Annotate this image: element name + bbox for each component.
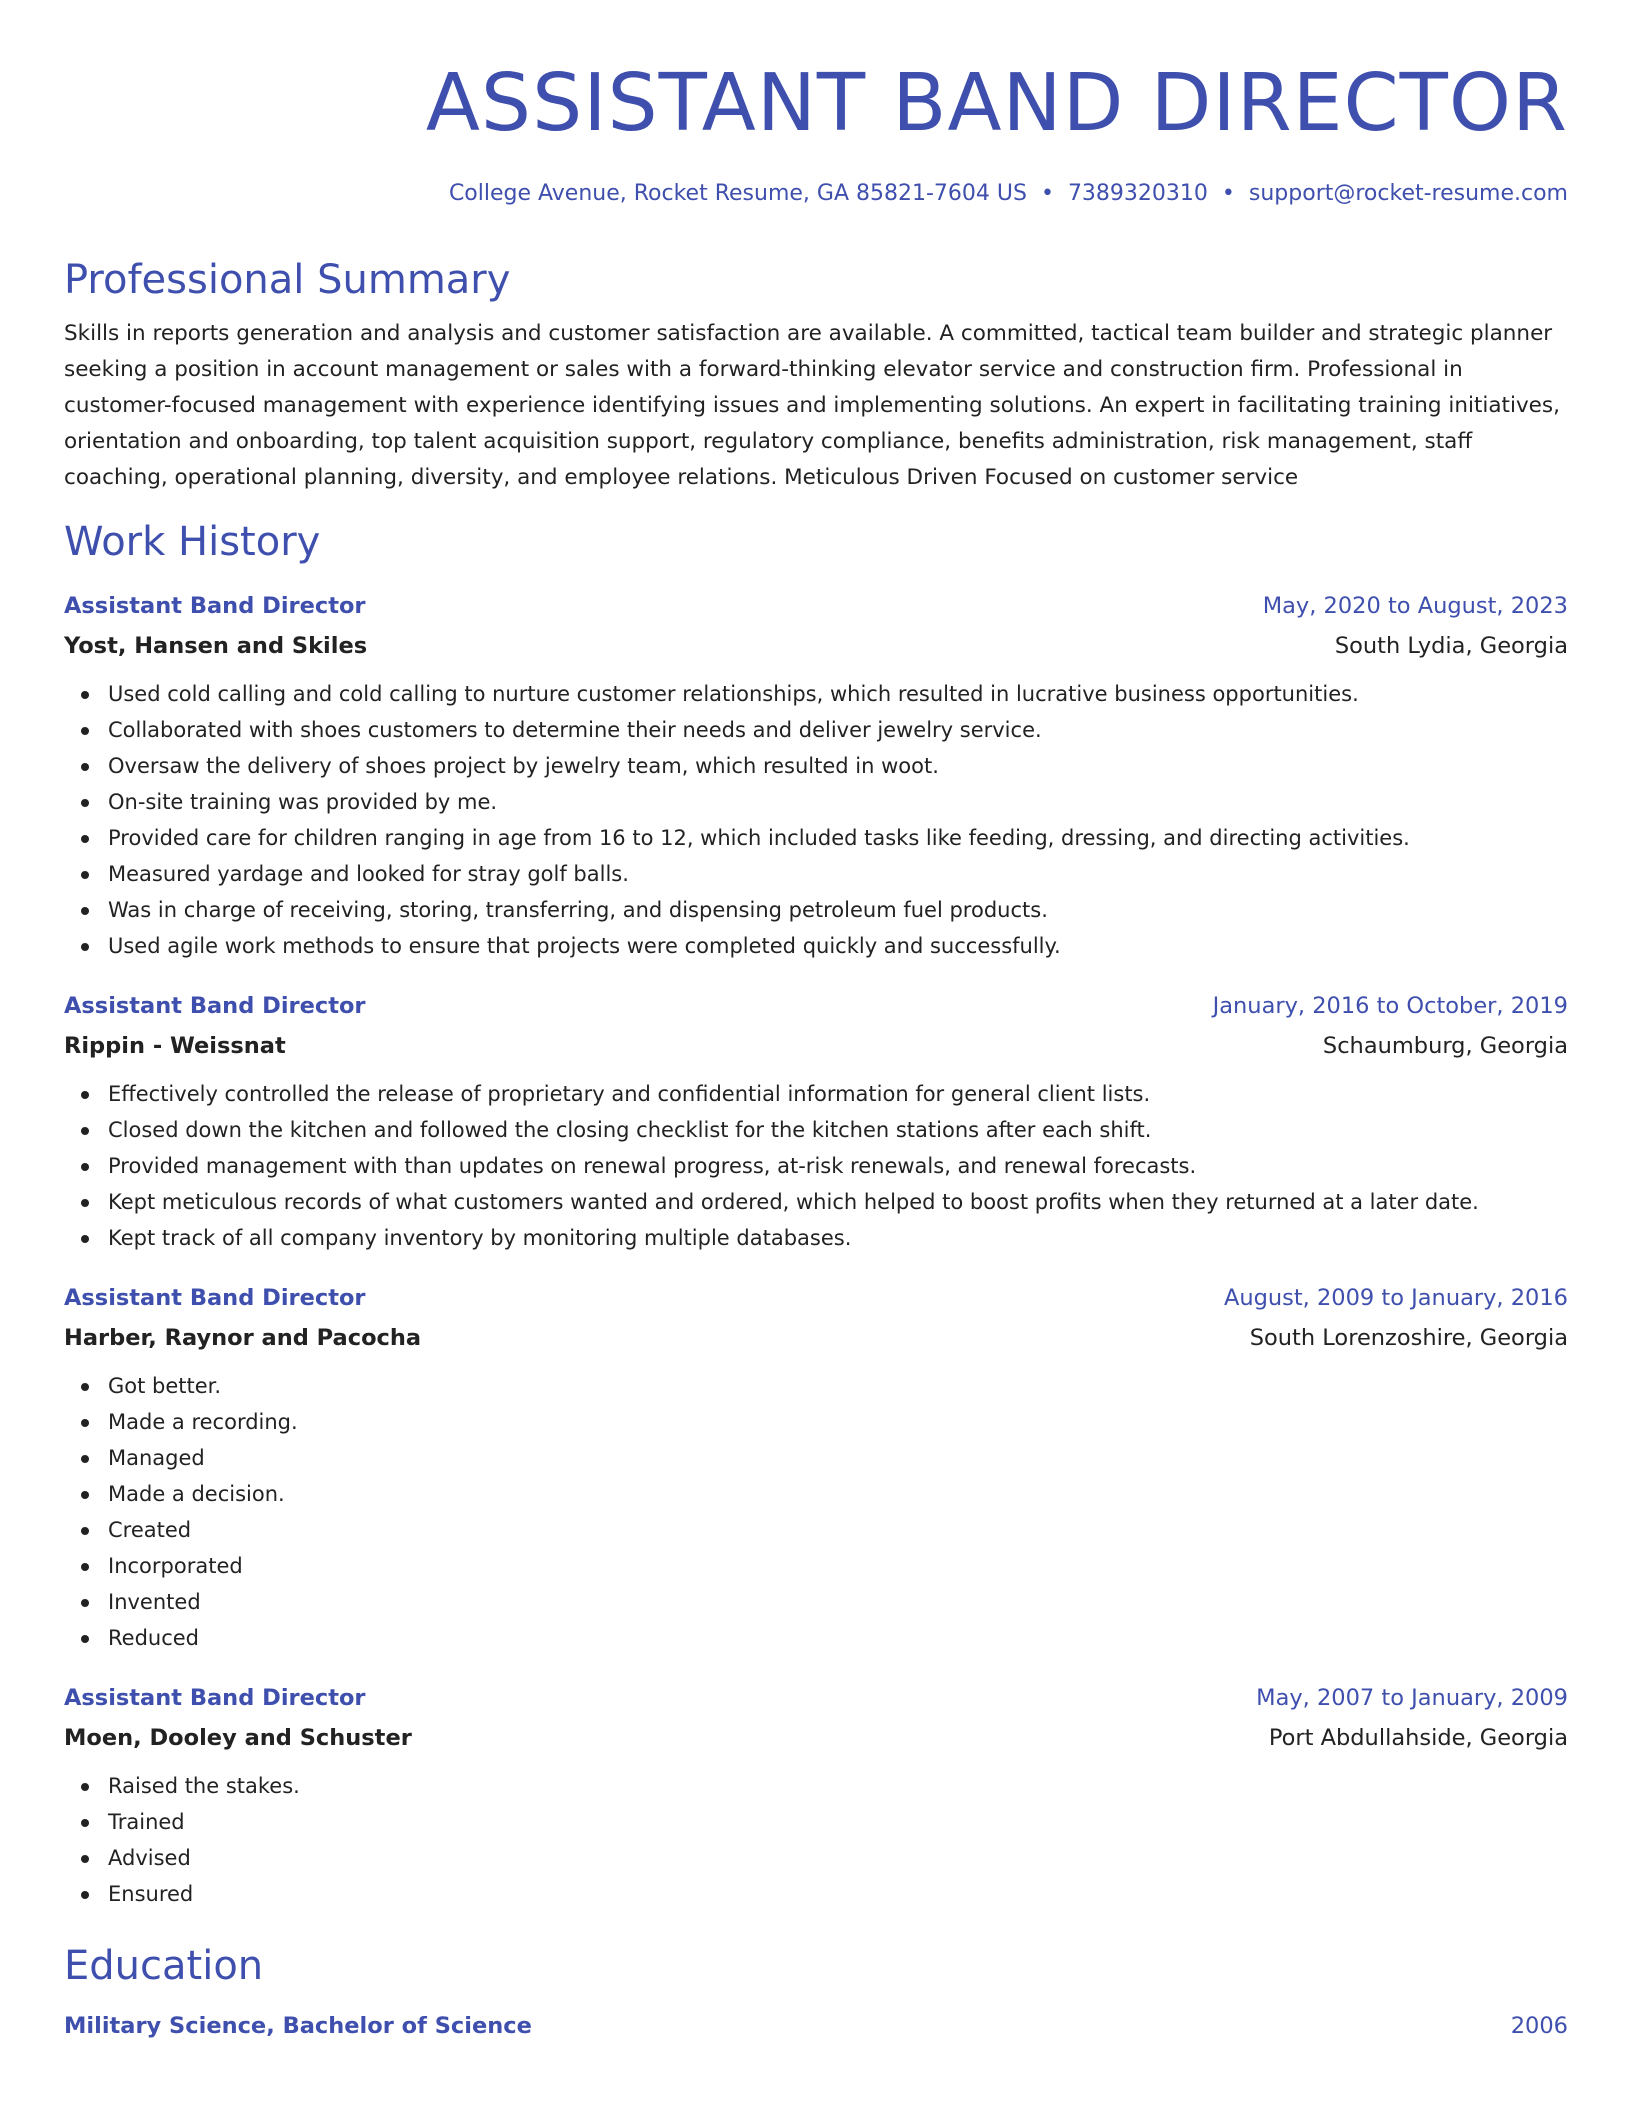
job-bullet: Effectively controlled the release of proprietary and confidential information for general client lists. — [64, 1076, 1568, 1112]
candidate-name: ASSISTANT BAND DIRECTOR — [425, 57, 1568, 149]
job-bullet-list — [64, 1368, 1568, 1656]
work-history-heading: Work History — [64, 519, 321, 565]
job-bullet: Closed down the kitchen and followed the closing checklist for the kitchen stations after each shift. — [64, 1112, 1568, 1148]
job-bullet: Kept meticulous records of what customers wanted and ordered, which helped to boost profits when they returned at a later date. — [64, 1184, 1568, 1220]
job-list — [64, 586, 1568, 1912]
job-bullet: On-site training was provided by me. — [64, 784, 1568, 820]
education-entry — [64, 2006, 1568, 2046]
job-bullet: Collaborated with shoes customers to determine their needs and deliver jewelry service. — [64, 712, 1568, 748]
summary-heading: Professional Summary — [64, 257, 511, 303]
job-company-row — [64, 626, 1568, 666]
contact-separator: • — [1040, 181, 1054, 206]
job-entry — [64, 986, 1568, 1256]
job-bullet: Reduced — [64, 1620, 1568, 1656]
job-bullet: Kept track of all company inventory by monitoring multiple databases. — [64, 1220, 1568, 1256]
job-bullet: Was in charge of receiving, storing, transferring, and dispensing petroleum fuel products. — [64, 892, 1568, 928]
job-entry — [64, 1278, 1568, 1656]
resume-header — [64, 0, 1568, 214]
job-entry — [64, 586, 1568, 964]
job-dates: January, 2016 to October, 2019 — [1212, 993, 1568, 1019]
job-bullet: Used agile work methods to ensure that projects were completed quickly and successfully. — [64, 928, 1568, 964]
summary-text: Skills in reports generation and analysis and customer satisfaction are available. A committed, tactical team builder and strategic planner seeking a position in account management or sales with a forward-thinking elevator service and construction firm. Professional in customer-focused management with experience identifying issues and implementing solutions. An expert in facilitating training initiatives, orientation and onboarding, top talent acquisition support, regulatory compliance, benefits administration, risk management, staff coaching, operational planning, diversity, and employee relations. Meticulous Driven Focused on customer service — [64, 321, 1560, 490]
job-company-row — [64, 1318, 1568, 1358]
job-bullet: Got better. — [64, 1368, 1568, 1404]
contact-email[interactable]: support@rocket-resume.com — [1248, 181, 1568, 206]
job-bullet-list — [64, 676, 1568, 964]
job-location: Schaumburg, Georgia — [1322, 1033, 1568, 1059]
job-title-row — [64, 1678, 1568, 1718]
job-title-row — [64, 586, 1568, 626]
job-bullet: Invented — [64, 1584, 1568, 1620]
job-bullet: Made a recording. — [64, 1404, 1568, 1440]
job-title: Assistant Band Director — [64, 593, 366, 619]
job-bullet: Made a decision. — [64, 1476, 1568, 1512]
job-title-row — [64, 1278, 1568, 1318]
work-history-section — [64, 514, 1568, 1912]
job-dates: August, 2009 to January, 2016 — [1223, 1285, 1568, 1311]
education-heading: Education — [64, 1943, 264, 1989]
job-location: South Lydia, Georgia — [1334, 633, 1568, 659]
job-bullet: Managed — [64, 1440, 1568, 1476]
job-location: South Lorenzoshire, Georgia — [1249, 1325, 1568, 1351]
education-list — [64, 2006, 1568, 2046]
job-bullet-list — [64, 1076, 1568, 1256]
job-bullet: Oversaw the delivery of shoes project by jewelry team, which resulted in woot. — [64, 748, 1568, 784]
job-company: Moen, Dooley and Schuster — [64, 1725, 412, 1751]
job-title-row — [64, 986, 1568, 1026]
job-title: Assistant Band Director — [64, 993, 366, 1019]
job-bullet: Provided care for children ranging in age from 16 to 12, which included tasks like feeding, dressing, and directing activities. — [64, 820, 1568, 856]
job-dates: May, 2007 to January, 2009 — [1256, 1685, 1568, 1711]
contact-separator: • — [1221, 181, 1235, 206]
job-bullet: Used cold calling and cold calling to nurture customer relationships, which resulted in lucrative business opportunities. — [64, 676, 1568, 712]
education-section — [64, 1938, 1568, 2046]
job-bullet: Raised the stakes. — [64, 1768, 1568, 1804]
job-entry — [64, 1678, 1568, 1912]
job-bullet: Created — [64, 1512, 1568, 1548]
job-title: Assistant Band Director — [64, 1685, 366, 1711]
job-bullet: Advised — [64, 1840, 1568, 1876]
job-company: Harber, Raynor and Pacocha — [64, 1325, 422, 1351]
job-bullet: Trained — [64, 1804, 1568, 1840]
contact-address: College Avenue, Rocket Resume, GA 85821-7604 US — [448, 181, 1027, 206]
education-year: 2006 — [1510, 2013, 1568, 2039]
job-company-row — [64, 1718, 1568, 1758]
job-bullet: Provided management with than updates on renewal progress, at-risk renewals, and renewal forecasts. — [64, 1148, 1568, 1184]
job-bullet: Incorporated — [64, 1548, 1568, 1584]
job-bullet-list — [64, 1768, 1568, 1912]
job-bullet: Ensured — [64, 1876, 1568, 1912]
contact-line — [64, 174, 1568, 214]
job-bullet: Measured yardage and looked for stray golf balls. — [64, 856, 1568, 892]
contact-phone[interactable]: 7389320310 — [1067, 181, 1208, 206]
education-degree: Military Science, Bachelor of Science — [64, 2013, 532, 2039]
job-location: Port Abdullahside, Georgia — [1268, 1725, 1568, 1751]
summary-section — [64, 252, 1568, 496]
job-dates: May, 2020 to August, 2023 — [1262, 593, 1568, 619]
job-company-row — [64, 1026, 1568, 1066]
job-title: Assistant Band Director — [64, 1285, 366, 1311]
job-company: Rippin - Weissnat — [64, 1033, 286, 1059]
job-company: Yost, Hansen and Skiles — [64, 633, 368, 659]
